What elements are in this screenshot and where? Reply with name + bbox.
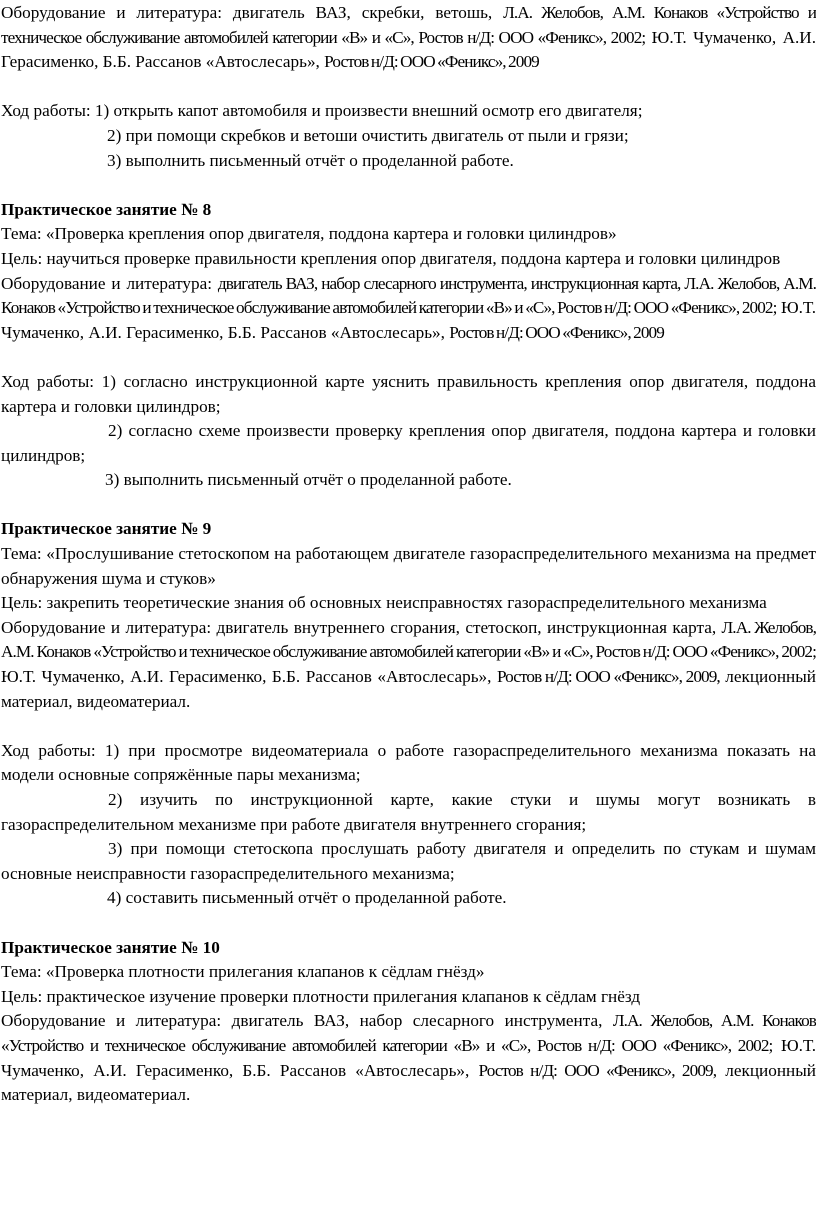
- equipment-paragraph: [0, 272, 816, 346]
- equipment-text: лекционный материал, видеоматериал.: [1, 667, 816, 711]
- lesson-title: Практическое занятие № 10: [1, 937, 220, 957]
- lesson-topic: Тема: «Прослушивание стетоскопом на работающем двигателе газораспределительного механизма на предмет обнаружения шума и стуков»: [1, 544, 816, 588]
- equipment-reference: Ростов н/Д: ООО «Феникс», 2009,: [478, 1060, 717, 1080]
- equipment-text: Ю.Т. Чумаченко, А.И. Герасименко, Б.Б. Рассанов «Автослесарь»,: [1, 667, 497, 687]
- work-step: 3) при помощи стетоскопа прослушать работу двигателя и определить по стукам и шумам основные неисправности газораспределительного механизма;: [1, 839, 816, 883]
- lesson-topic: Тема: «Проверка плотности прилегания клапанов к сёдлам гнёзд»: [1, 962, 485, 982]
- lesson-goal: Цель: закрепить теоретические знания об основных неисправностях газораспределительного механизма: [1, 593, 767, 613]
- work-step: 2) при помощи скребков и ветоши очистить двигатель от пыли и грязи;: [107, 125, 629, 145]
- equipment-text: Ю.Т. Чумаченко, А.И. Герасименко, Б.Б. Рассанов «Автослесарь»,: [1, 27, 816, 72]
- equipment-paragraph: [0, 1, 816, 75]
- equipment-paragraph: [0, 616, 816, 714]
- equipment-text: Оборудование и литература: двигатель ВАЗ, скребки, ветошь,: [1, 3, 504, 22]
- equipment-text: лекционный материал, видеоматериал.: [1, 1060, 816, 1105]
- lesson-goal: Цель: практическое изучение проверки плотности прилегания клапанов к сёдлам гнёзд: [1, 986, 641, 1006]
- equipment-text: Оборудование и литература:: [1, 273, 218, 293]
- equipment-text: Ю.Т. Чумаченко, А.И. Герасименко, Б.Б. Рассанов «Автослесарь»,: [1, 1035, 816, 1080]
- equipment-reference: Л.А. Желобов, А.М. Конаков «Устройство и техническое обслуживание автомобилей категории «В» и «С», Ростов н/Д: ООО «Феникс», 2002;: [1, 617, 816, 662]
- equipment-reference: Ростов н/Д: ООО «Феникс», 2009: [449, 322, 664, 342]
- work-step: Ход работы: 1) согласно инструкционной карте уяснить правильность крепления опор двигателя, поддона картера и головки цилиндров;: [1, 371, 816, 416]
- equipment-text: Ю.Т. Чумаченко, А.И. Герасименко, Б.Б. Рассанов «Автослесарь»,: [1, 298, 816, 342]
- equipment-text: Оборудование и литература: двигатель ВАЗ, набор слесарного инструмента,: [1, 1011, 613, 1031]
- work-step: Ход работы: 1) при просмотре видеоматериала о работе газораспределительного механизма показать на модели основные сопряжённые пары механизма;: [1, 740, 816, 785]
- lesson-topic: Тема: «Проверка крепления опор двигателя, поддона картера и головки цилиндров»: [1, 224, 617, 244]
- equipment-reference: Ростов н/Д: ООО «Феникс», 2009,: [496, 667, 720, 687]
- lesson-goal: Цель: научиться проверке правильности крепления опор двигателя, поддона картера и головки цилиндров: [1, 248, 781, 268]
- equipment-reference: двигатель ВАЗ, набор слесарного инструмента, инструкционная карта, Л.А. Желобов, А.М. Конаков «Устройство и техническое обслуживание автомобилей категории «В» и «С», Ростов н/Д: ООО «Феникс», 2002;: [1, 273, 816, 318]
- work-step: 2) согласно схеме произвести проверку крепления опор двигателя, поддона картера и головки цилиндров;: [1, 421, 816, 465]
- work-step: 4) составить письменный отчёт о проделанной работе.: [107, 888, 507, 908]
- equipment-reference: Л.А. Желобов, А.М. Конаков «Устройство и техническое обслуживание автомобилей категории «В» и «С», Ростов н/Д: ООО «Феникс», 2002;: [1, 3, 816, 47]
- equipment-text: Оборудование и литература: двигатель внутреннего сгорания, стетоскоп, инструкционная карта,: [1, 617, 722, 637]
- equipment-paragraph: [0, 1009, 816, 1107]
- work-step: 2) изучить по инструкционной карте, какие стуки и шумы могут возникать в газораспределительном механизме при работе двигателя внутреннего сгорания;: [1, 790, 816, 834]
- lesson-title: Практическое занятие № 9: [1, 519, 212, 539]
- work-step: 3) выполнить письменный отчёт о проделанной работе.: [105, 470, 512, 490]
- equipment-reference: Л.А. Желобов, А.М. Конаков «Устройство и техническое обслуживание автомобилей категории «В» и «С», Ростов н/Д: ООО «Феникс», 2002;: [1, 1011, 816, 1055]
- work-step: 3) выполнить письменный отчёт о проделанной работе.: [107, 150, 514, 170]
- lesson-title: Практическое занятие № 8: [1, 199, 212, 219]
- work-step: Ход работы: 1) открыть капот автомобиля и произвести внешний осмотр его двигателя;: [1, 101, 643, 121]
- equipment-reference: Ростов н/Д: ООО «Феникс», 2009: [324, 52, 539, 72]
